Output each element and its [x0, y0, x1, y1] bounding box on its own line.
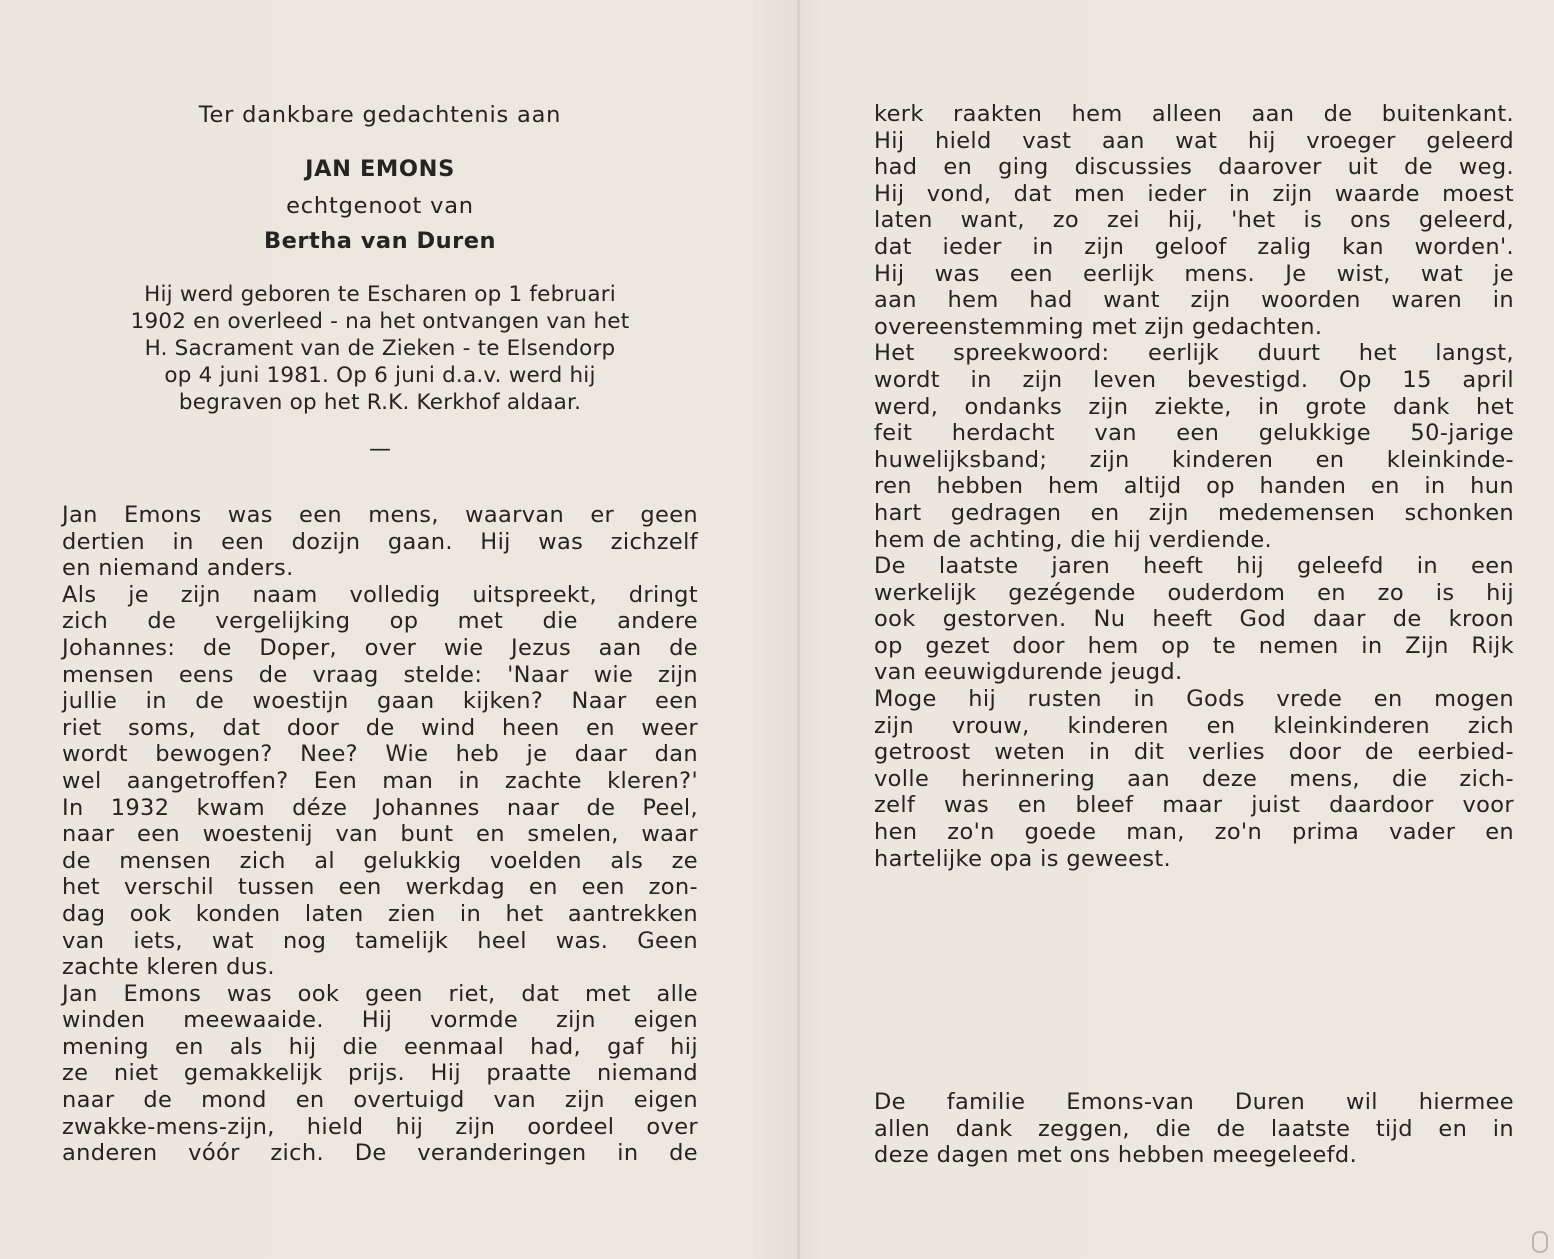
text-line: Het spreekwoord: eerlijk duurt het langst,	[874, 340, 1514, 367]
text-line: en niemand anders.	[62, 555, 294, 582]
text-line: Hij was een eerlijk mens. Je wist, wat je	[874, 260, 1514, 287]
text-line: zijn vrouw, kinderen en kleinkinderen zich	[874, 712, 1514, 739]
text-line: overeenstemming met zijn gedachten.	[874, 313, 1323, 340]
text-line: naar de mond en overtuigd van zijn eigen	[62, 1087, 698, 1114]
text-line: zwakke-mens-zijn, hield hij zijn oordeel over	[62, 1113, 698, 1140]
text-line: zich de vergelijking op met die andere	[62, 608, 698, 635]
text-line: Hij vond, dat men ieder in zijn waarde moest	[874, 180, 1514, 207]
text-line: aan hem had want zijn woorden waren in	[874, 287, 1514, 314]
text-line: anderen vóór zich. De veranderingen in de	[62, 1140, 698, 1167]
bio-line: H. Sacrament van de Zieken - te Elsendorp	[144, 336, 616, 361]
text-line: Als je zijn naam volledig uitspreekt, dringt	[62, 581, 698, 608]
spouse-label: echtgenoot van	[286, 193, 474, 219]
closing-thanks	[874, 1089, 1514, 1169]
text-line: naar een woestenij van bunt en smelen, waar	[62, 821, 698, 848]
text-line: van iets, wat nog tamelijk heel was. Geen	[62, 927, 698, 954]
text-line: hartelijke opa is geweest.	[874, 845, 1172, 872]
text-line: winden meewaaide. Hij vormde zijn eigen	[62, 1007, 698, 1034]
text-line: huwelijksband; zijn kinderen en kleinkinde-	[874, 446, 1514, 473]
separator: —	[369, 437, 391, 462]
bio-line: 1902 en overleed - na het ontvangen van het	[130, 309, 630, 334]
text-line: ze niet gemakkelijk prijs. Hij praatte niemand	[62, 1060, 698, 1087]
text-line: wordt in zijn leven bevestigd. Op 15 april	[874, 366, 1514, 393]
text-line: laten want, zo zei hij, 'het is ons geleerd,	[874, 207, 1514, 234]
right-body-text	[874, 101, 1514, 872]
text-line: ook gestorven. Nu heeft God daar de kroon	[874, 606, 1514, 633]
dedication-heading: Ter dankbare gedachtenis aan	[198, 102, 562, 128]
text-line: had en ging discussies daarover uit de weg.	[874, 154, 1514, 181]
text-line: werd, ondanks zijn ziekte, in grote dank het	[874, 393, 1514, 420]
text-line: hen zo'n goede man, zo'n prima vader en	[874, 819, 1514, 846]
text-line: zelf was en bleef maar juist daardoor voor	[874, 792, 1514, 819]
text-line: De laatste jaren heeft hij geleefd in een	[874, 553, 1514, 580]
bio-line: begraven op het R.K. Kerkhof aldaar.	[178, 390, 582, 415]
text-line: wel aangetroffen? Een man in zachte kleren?'	[62, 767, 698, 794]
text-line: het verschil tussen een werkdag en een zon-	[62, 874, 698, 901]
text-line: hart gedragen en zijn medemensen schonken	[874, 499, 1514, 526]
text-line: mensen eens de vraag stelde: 'Naar wie zijn	[62, 661, 698, 688]
text-line: op gezet door hem op te nemen in Zijn Rijk	[874, 632, 1514, 659]
text-line: dag ook konden laten zien in het aantrekken	[62, 900, 698, 927]
text-line: zachte kleren dus.	[62, 954, 275, 981]
text-line: De familie Emons-van Duren wil hiermee	[874, 1089, 1514, 1115]
bio-line: op 4 juni 1981. Op 6 juni d.a.v. werd hij	[164, 363, 596, 388]
text-line: mening en als hij die eenmaal had, gaf hij	[62, 1033, 698, 1060]
card-fold	[797, 0, 800, 1259]
text-line: In 1932 kwam déze Johannes naar de Peel,	[62, 794, 698, 821]
deceased-name: JAN EMONS	[305, 156, 455, 182]
left-body-text	[62, 502, 698, 1167]
text-line: de mensen zich al gelukkig voelden als ze	[62, 847, 698, 874]
text-line: van eeuwigdurende jeugd.	[874, 659, 1183, 686]
text-line: jullie in de woestijn gaan kijken? Naar een	[62, 688, 698, 715]
text-line: dertien in een dozijn gaan. Hij was zichzelf	[62, 528, 698, 555]
bio-line: Hij werd geboren te Escharen op 1 februari	[144, 282, 616, 307]
text-line: feit herdacht van een gelukkige 50-jarige	[874, 420, 1514, 447]
text-line: volle herinnering aan deze mens, die zich-	[874, 765, 1514, 792]
spouse-name: Bertha van Duren	[263, 228, 497, 254]
text-line: Moge hij rusten in Gods vrede en mogen	[874, 686, 1514, 713]
text-line: wordt bewogen? Nee? Wie heb je daar dan	[62, 741, 698, 768]
text-line: allen dank zeggen, die de laatste tijd en in	[874, 1115, 1514, 1142]
text-line: kerk raakten hem alleen aan de buitenkant.	[874, 101, 1514, 127]
text-line: riet soms, dat door de wind heen en weer	[62, 714, 698, 741]
text-line: Jan Emons was een mens, waarvan er geen	[62, 502, 698, 528]
text-line: Johannes: de Doper, over wie Jezus aan de	[62, 634, 698, 661]
text-line: dat ieder in zijn geloof zalig kan worden'.	[874, 233, 1514, 260]
corner-mark	[1532, 1231, 1548, 1253]
biography	[62, 281, 698, 416]
text-line: werkelijk gezégende ouderdom en zo is hij	[874, 579, 1514, 606]
text-line: getroost weten in dit verlies door de eerbied-	[874, 739, 1514, 766]
text-line: Jan Emons was ook geen riet, dat met alle	[62, 980, 698, 1007]
text-line: deze dagen met ons hebben meegeleefd.	[874, 1142, 1358, 1169]
text-line: Hij hield vast aan wat hij vroeger geleerd	[874, 127, 1514, 154]
text-line: ren hebben hem altijd op handen en in hun	[874, 473, 1514, 500]
text-line: hem de achting, die hij verdiende.	[874, 526, 1273, 553]
